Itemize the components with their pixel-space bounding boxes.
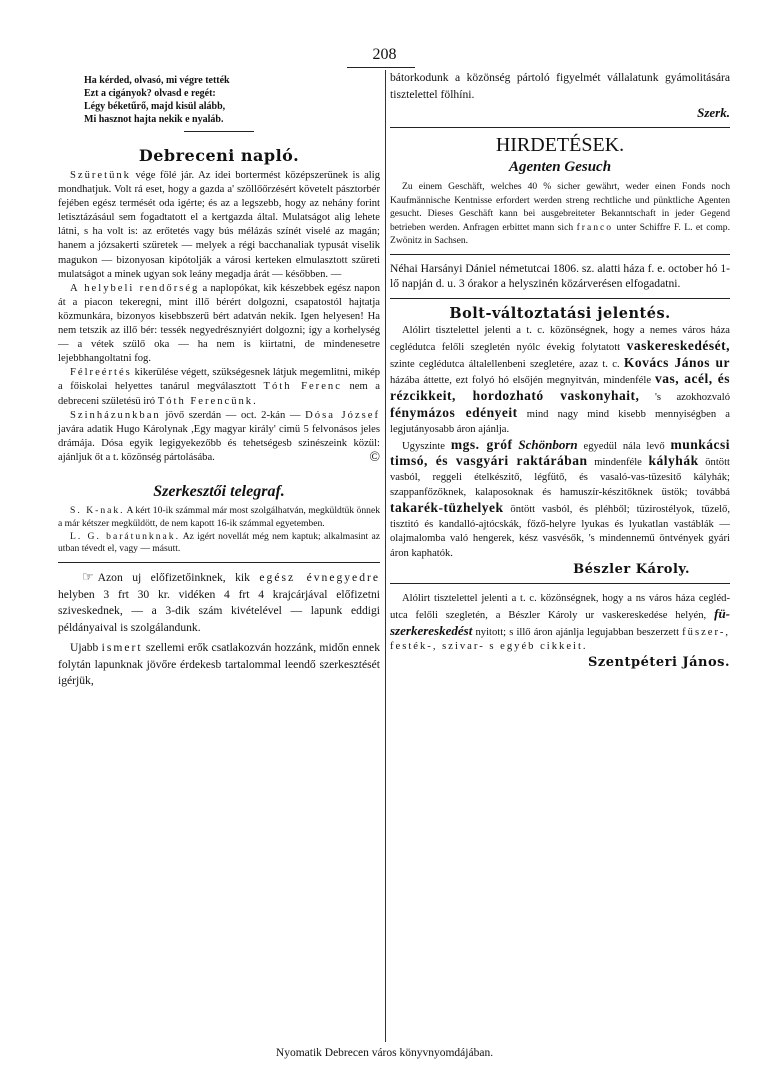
bolt-ad-continued: Ugyszinte mgs. gróf Schönborn egyedül nála levő munkácsi timsó, és vasgyári raktárában mindenféle kályhák öntött vasból, reggeli ételkészitő, légfütő, és vasaló-vas-tüzesitő kályhák; szappanfőzőknek, kalaposoknak és hamuszír-készitőknek üstök; továbbá takarék-tüzhelyek öntött vasból, és pléhből; tüzirostélyok, tüzelő, tisztitó és kandalló-ajtócskák, főző-helyre lyukas és lyukatlan vastáblák — olajmalomba való hengerek, kész vasvésők, 's mindennemű öntvények gyári áron kaphatók. <box>390 436 731 560</box>
column-divider <box>385 70 386 1042</box>
printer-imprint: Nyomatik Debrecen város könyvnyomdájában. <box>275 1047 494 1059</box>
telegraf-entry: S. K-nak. A kért 10-ik számmal már most szolgálhatván, megküldtük önnek a már kétszer megküldött, de nem kapott 16-ik számmal egyetemben. <box>58 504 380 529</box>
poem <box>84 74 380 126</box>
subscription-notice: ☞ Azon uj előfizetőinknek, kik egész évnegyedre helyben 3 frt 30 kr. vidéken 4 frt 4 krajcárjával előfizetni sziveskednek, — a 3-dik szám kivételével — lapunk eddigi példányaival is szolgálandunk. <box>58 569 381 634</box>
section-rule <box>390 583 730 584</box>
poem-line: Ezt a cigányok? olvasd e regét: <box>84 88 216 99</box>
section-rule <box>390 254 730 255</box>
szentpeteri-signature: Szentpéteri János. <box>588 655 730 671</box>
section-rule <box>184 131 254 132</box>
naplo-paragraph: Szüretünk vége fölé jár. Az idei bortermést középszerünek is alig mondhatjuk. Volt rá eset, hogy a gazda a' szöllőőrzésért követelt pásztorbér fejében egész termését oda igérte; és az a legszebb, hogy az nehány forint letisztázásául sem fogadtatott el a kertgazda által. Mulatságot alig lehete látni, s ha volt is: az erőtetés vagy bús mélázás színét viselé az magán; hanem a józsakerti szüretek — melyek a régi bacchanaliak typusát viselik magukon — bizonyosan kipótolják a városi kerteken elmulasztott szüreti mulatságot a minek ugyan sok leány megadja árát — későbben. — <box>58 170 380 280</box>
naplo-paragraph: Félreértés kikerülése végett, szükségesnek látjuk megemlitni, mikép a főiskolai helyettes tanárul megválasztott Tóth Ferenc nem a debreceni születésü iró Tóth Ferencünk. <box>58 367 381 407</box>
section-rule <box>58 562 380 563</box>
right-column <box>390 70 730 670</box>
pointing-hand-icon: ☞ <box>82 569 94 585</box>
telegraf-entry: L. G. barátunknak. Az igért novellát még nem kaptuk; alkalmasint az utban tévedt el, vagy — másutt. <box>58 530 380 555</box>
bolt-signature: Bészler Károly. <box>573 561 690 577</box>
harsanyi-ad: Néhai Harsányi Dániel németutcai 1806. sz. alatti háza f. e. october hó 1-lő napján d. u. 3 órakor a helyszinén közárverésen elfogadatni. <box>390 261 730 291</box>
editorial-continuation: bátorkodunk a közönség pártoló figyelmét vállalatunk gyámolitására tisztelettel fölhíni. <box>390 71 730 101</box>
naplo-paragraph: A helybeli rendőrség a naplopókat, kik készebbek egész napon át a piacon tekeregni, mint illő bérért dolgozni, csapatostól hajtatja közmunkára, bizonyos kisebbszerű bért adatván nekik. Igen helyesen! Ha nem tetszik az illő bér: tessék negyedrésznyiért dolgozni; így a korhelység — a vétek szülő oka — ha nem is kiirtatni, de mindenesetre lejebbhangoltatni fog. <box>58 282 380 365</box>
bolt-ad: Alólirt tisztelettel jelenti a t. c. közönségnek, hogy a nemes város háza ceglédutca felőli szegletén nyólc évekig folytatott vaskereskedését, szinte ceglédutca általellenbeni szegletére, azaz t. c. Kovács János ur házába áttette, ezt folyó hó elsőjén megnyitván, mindenféle vas, acél, és rézcikkeit, hordozható vaskonyhait, 's azokhozvaló fénymázos edényeit mind nagy mind kisebb mennyiségben a legjutányosabb áron ajánlja. <box>390 324 731 435</box>
szentpeteri-ad: Alólirt tisztelettel jelenti a t. c. közönségnek, hogy a ns város háza cegléd-utca felőli szegletén, a Bészler Károly ur vaskereskedése helyén, fü-szerkereskedést nyitott; s illő áron ajánlja legujabban beszerzett füszer-, festék-, szivar- s egyéb cikkeit. <box>390 592 730 653</box>
ads-heading: HIRDETÉSEK. <box>495 134 625 156</box>
telegraf-title: Szerkesztői telegraf. <box>153 482 285 500</box>
page-number: 208 <box>372 46 397 63</box>
copyright-mark: © <box>369 449 380 465</box>
section-rule <box>390 127 730 128</box>
naplo-paragraph: Szinházunkban jövő szerdán — oct. 2-kán — Dósa József javára adatik Hugo Károlynak ,Egy magyar király' cimü 5 felvonásos jeles drámája. Dósa egyik legigyekezőbb és tehetségesb szinészeink közül: ajánljuk őt a t. közönség pártolásába. © <box>58 409 380 465</box>
page-number-rule <box>347 67 415 68</box>
poem-line: Mi hasznot hajta nekik e nyaláb. <box>84 114 224 125</box>
editor-signature: Szerk. <box>697 105 730 120</box>
poem-line: Ha kérded, olvasó, mi végre tették <box>84 75 230 86</box>
naplo-title: Debreceni napló. <box>138 146 300 165</box>
left-column <box>58 70 380 690</box>
section-rule <box>390 298 730 299</box>
poem-line: Légy béketűrő, majd kisül alább, <box>84 101 226 112</box>
agenten-ad: Zu einem Geschäft, welches 40 % sicher gewährt, weder einen Fonds noch Kaufmännische Kentnisse erfordert werden streng rechtliche und pünktliche Agenten gesucht. Dieses Geschäft kann bei ausgebreiteter Bekanntschaft in jeder Gegend betrieben werden. Anfragen erbittet mann sich franco unter Schiffre F. L. et comp. Zwönitz in Sachsen. <box>390 181 730 247</box>
bolt-title: Bolt-változtatási jelentés. <box>449 304 671 322</box>
editorial-notice: Ujabb ismert szellemi erők csatlakozván hozzánk, midőn ennek folytán lapunknak jövőre érdekesb tartalommal leendő szerkesztését igérjük, <box>58 641 380 688</box>
agenten-title: Agenten Gesuch <box>508 159 612 175</box>
